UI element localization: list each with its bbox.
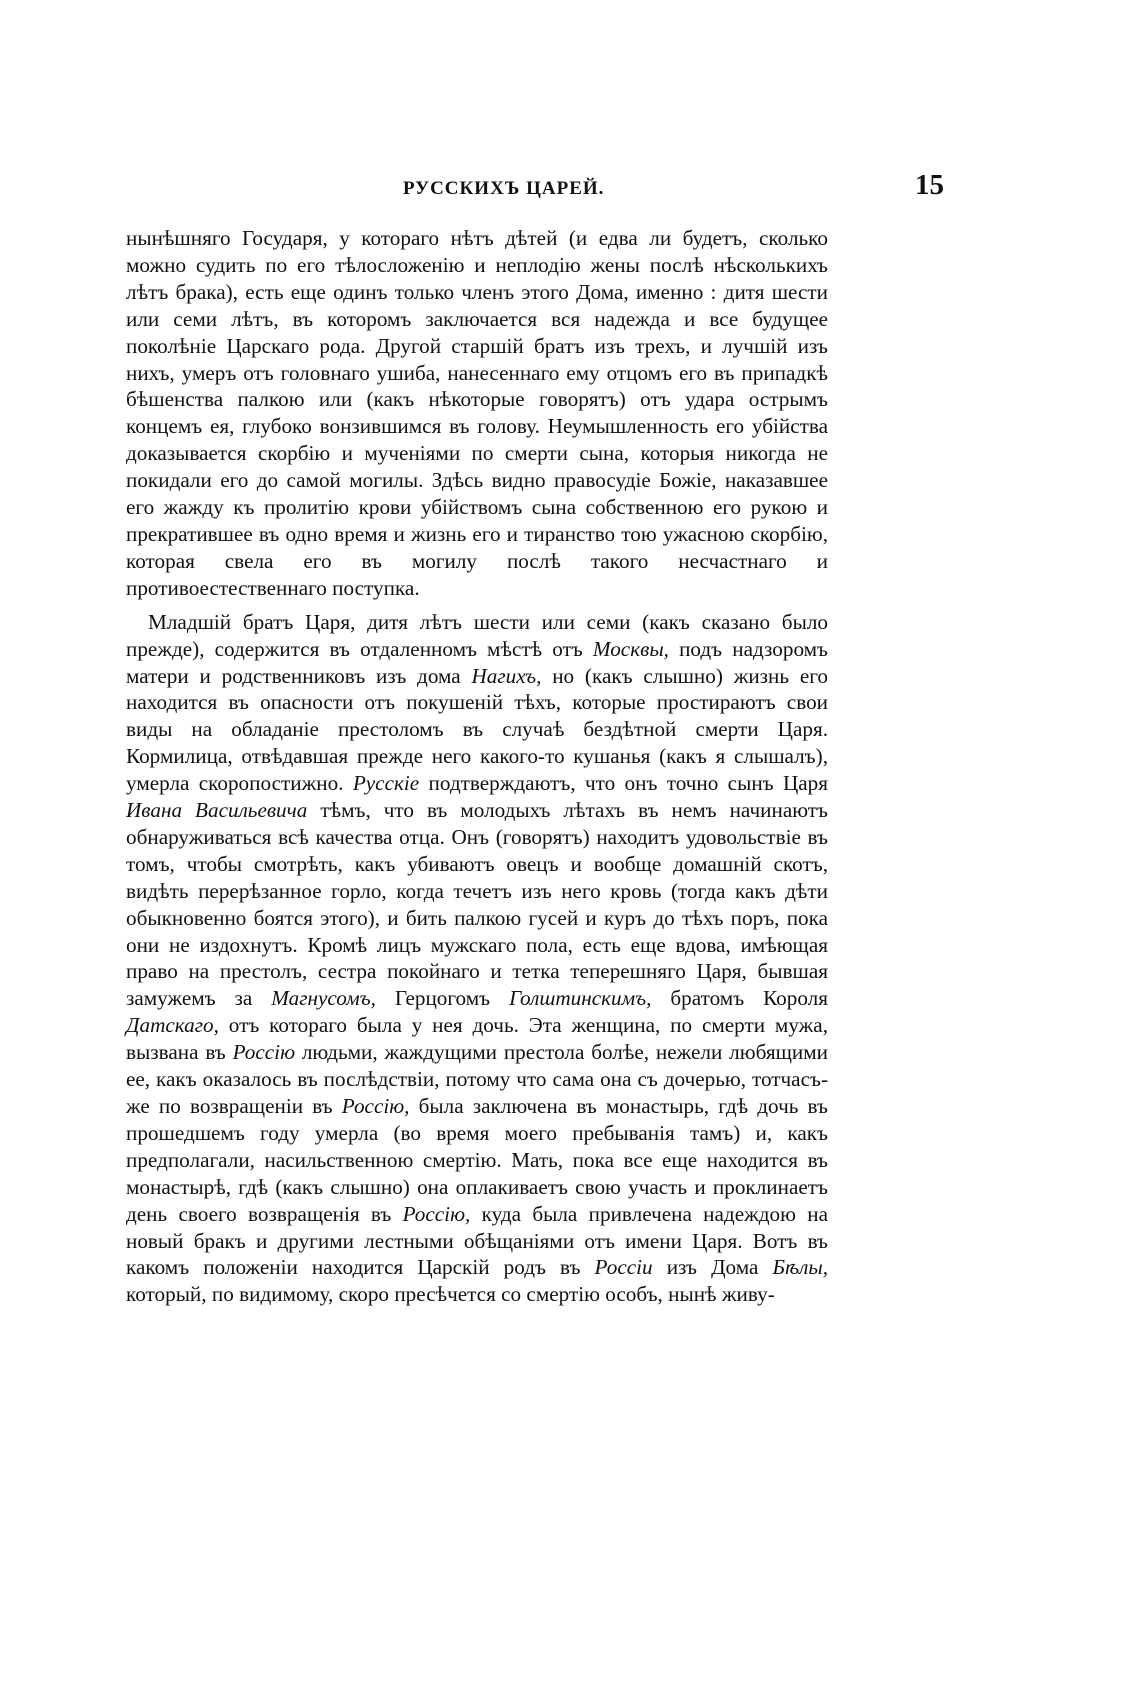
italic-country-name: Датскаго, <box>126 1013 219 1038</box>
running-head-title: РУССКИХЪ ЦАРЕЙ. <box>403 178 605 199</box>
italic-person-name: Ивана Васильевича <box>126 798 308 823</box>
italic-place-name: Россію, <box>402 1201 471 1226</box>
page-number: 15 <box>915 169 944 201</box>
italic-house-name: Бѣлы, <box>772 1255 828 1280</box>
text-run: людьми, жаждущими престола болѣе, нежели любящими ее, какъ оказалось въ послѣдствіи, потому что сама она съ дочерью, тотчасъ-же по возвращеніи въ <box>126 1040 828 1118</box>
italic-place-name: Москвы, <box>592 636 669 661</box>
text-run: Младшій братъ Царя, дитя лѣтъ шести или семи (какъ сказано было прежде), содержится въ отдаленномъ мѣстѣ отъ <box>126 609 828 661</box>
text-run: но (какъ слышно) жизнь его находится въ опасности отъ покушеній тѣхъ, которые простираютъ свои виды на обладаніе престоломъ въ случаѣ бездѣтной смерти Царя. Кормилица, отвѣдавшая прежде него какого-то кушанья (какъ я слышалъ), умерла скоропостижно. <box>126 663 828 796</box>
paragraph-1: нынѣшняго Государя, у котораго нѣтъ дѣтей (и едва ли будетъ, сколько можно судить по его тѣлосложенію и неплодію жены послѣ нѣсколькихъ лѣтъ брака), есть еще одинъ только членъ этого Дома, именно : дитя шести или семи лѣтъ, въ которомъ заключается вся надежда и все будущее поколѣніе Царскаго рода. Другой старшій братъ изъ трехъ, и лучшій изъ нихъ, умеръ отъ головнаго ушиба, нанесеннаго ему отцомъ его въ припадкѣ бѣшенства палкою или (какъ нѣкоторые говорятъ) отъ удара острымъ концемъ ея, глубоко вонзившимся въ голову. Неумышленность его убійства доказывается скорбію и мученіями по смерти сына, которыя никогда не покидали его до самой могилы. Здѣсь видно правосудіе Божіе, наказавшее его жажду къ пролитію крови убійствомъ сына собственною его рукою и прекратившее въ одно время и жизнь его и тиранство тою ужасною скорбію, которая свела его въ могилу послѣ такого несчастнаго и противоестественнаго поступка. <box>126 226 828 600</box>
text-run: который, по видимому, скоро пресѣчется со смертію особъ, нынѣ живу- <box>126 1282 775 1307</box>
italic-place-name: Россію, <box>341 1094 410 1118</box>
running-head <box>0 169 1140 218</box>
text-run: была заключена въ монастырь, гдѣ дочь въ прошедшемъ году умерла (во время моего пребыванія тамъ) и, какъ предполагали, насильственною смертію. Мать, пока все еще находится въ монастырѣ, гдѣ (какъ слышно) она оплакиваетъ свою участь и проклинаетъ день своего возвращенія въ <box>126 1094 828 1226</box>
text-run: тѣмъ, что въ молодыхъ лѣтахъ въ немъ начинаютъ обнаруживаться всѣ качества отца. Онъ (говорятъ) находитъ удовольствіе въ томъ, чтобы смотрѣть, какъ убиваютъ овецъ и вообще домашній скотъ, видѣть перерѣзанное горло, когда течетъ изъ него кровь (тогда какъ дѣти обыкновенно боятся этого), и бить палкою гусей и куръ до тѣхъ поръ, пока они не издохнутъ. Кромѣ лицъ мужскаго пола, есть еще вдова, имѣющая право на престолъ, сестра покойнаго и тетка теперешняго Царя, бывшая замужемъ за <box>126 798 828 1011</box>
text-run: отъ котораго была у нея дочь. Эта женщина, по смерти мужа, вызвана въ <box>126 1013 828 1065</box>
italic-title-name: Голштинскимъ, <box>509 986 652 1011</box>
paragraph-2 <box>126 609 828 1309</box>
body-text <box>126 225 828 1308</box>
text-run: подтверждаютъ, что онъ точно сынъ Царя <box>419 771 828 796</box>
text-run: изъ Дома <box>652 1255 773 1280</box>
text-run: куда была привлечена надеждою на новый бракъ и другими лестными обѣщаніями отъ имени Царя. Вотъ въ какомъ положеніи находится Царскій родъ въ <box>126 1201 828 1280</box>
text-run: братомъ Короля <box>651 986 828 1011</box>
text-run: подъ надзоромъ матери и родственниковъ изъ дома <box>126 636 829 688</box>
italic-people-name: Русскіе <box>352 771 420 796</box>
text-run: Герцогомъ <box>375 986 510 1011</box>
italic-place-name: Россію <box>232 1040 296 1065</box>
italic-place-name: Россіи <box>594 1255 653 1280</box>
italic-family-name: Нагихъ, <box>471 663 542 688</box>
italic-person-name: Магнусомъ, <box>271 986 376 1011</box>
